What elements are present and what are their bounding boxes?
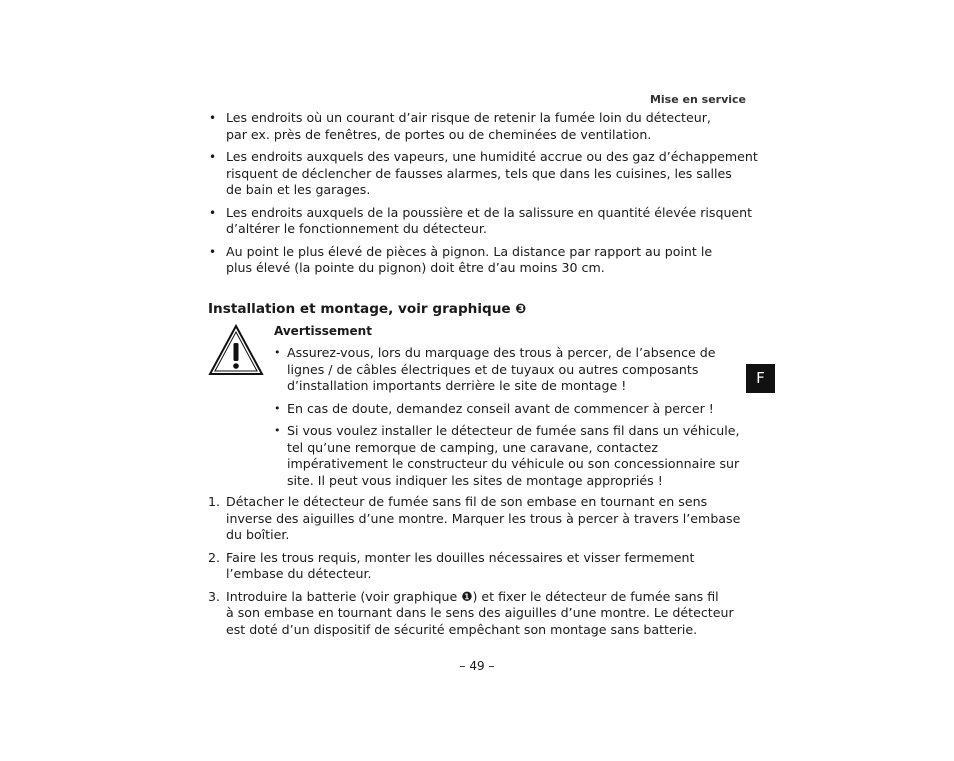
line: d’altérer le fonctionnement du détecteur. — [226, 221, 487, 236]
line: Les endroits auxquels des vapeurs, une humidité accrue ou des gaz d’échappement — [226, 149, 758, 164]
running-header: Mise en service — [649, 93, 746, 106]
line: Faire les trous requis, monter les douilles nécessaires et visser fermement — [226, 549, 695, 565]
line: lignes / de câbles électriques et de tuyaux ou autres composants — [287, 361, 699, 377]
line: Les endroits où un courant d’air risque de retenir la fumée loin du détecteur, — [226, 110, 711, 125]
list-item — [208, 149, 758, 199]
list-item — [208, 205, 758, 238]
list-item — [208, 494, 758, 544]
installation-steps — [208, 494, 758, 644]
location-bullet-list — [208, 110, 758, 283]
warning-list — [274, 345, 754, 495]
list-item — [208, 110, 758, 143]
list-item — [208, 244, 758, 277]
list-item — [274, 401, 754, 418]
list-item — [208, 550, 758, 583]
step-number: 1. — [208, 494, 221, 509]
bullet-marker: • — [209, 150, 217, 164]
line: inverse des aiguilles d’une montre. Marquer les trous à percer à travers l’embase — [226, 510, 741, 526]
bullet-marker: • — [274, 401, 281, 415]
bullet-marker: • — [274, 424, 281, 437]
line: Introduire la batterie (voir graphique ❶) et fixer le détecteur de fumée sans fil — [226, 588, 719, 604]
line: est doté d’un dispositif de sécurité empêchant son montage sans batterie. — [226, 621, 698, 637]
bullet-marker: • — [274, 346, 281, 359]
section-title-text: Installation et montage, voir graphique — [208, 301, 511, 317]
language-tab: F — [746, 364, 775, 393]
list-item — [208, 589, 758, 639]
step-number: 2. — [208, 549, 221, 565]
list-item — [274, 423, 754, 489]
line: par ex. près de fenêtres, de portes ou de cheminées de ventilation. — [226, 126, 652, 142]
line: de bain et les garages. — [226, 182, 371, 197]
line: tel qu’une remorque de camping, une caravane, contactez — [287, 439, 658, 455]
list-item — [274, 345, 754, 395]
warning-triangle-icon — [208, 324, 264, 376]
line: site. Il peut vous indiquer les sites de montage appropriés ! — [287, 472, 663, 488]
graphic-reference: ❸ — [515, 302, 527, 317]
line: impérativement le constructeur du véhicule ou son concessionnaire sur — [287, 456, 740, 471]
section-heading — [208, 301, 526, 317]
line: En cas de doute, demandez conseil avant de commencer à percer ! — [287, 400, 714, 416]
line: à son embase en tournant dans le sens des aiguilles d’une montre. Le détecteur — [226, 605, 734, 620]
bullet-marker: • — [209, 111, 217, 125]
bullet-marker: • — [209, 244, 217, 259]
line: Détacher le détecteur de fumée sans fil de son embase en tournant en sens — [226, 494, 708, 509]
line: du boîtier. — [226, 527, 290, 542]
line: Les endroits auxquels de la poussière et de la salissure en quantité élevée risquent — [226, 204, 753, 220]
line: Si vous voulez installer le détecteur de fumée sans fil dans un véhicule, — [287, 423, 740, 438]
line: risquent de déclencher de fausses alarmes, tels que dans les cuisines, les salles — [226, 165, 732, 181]
bullet-marker: • — [209, 205, 217, 220]
line: Au point le plus élevé de pièces à pignon. La distance par rapport au point le — [226, 243, 713, 259]
line: l’embase du détecteur. — [226, 566, 372, 581]
step-number: 3. — [208, 588, 221, 604]
line: d’installation importants derrière le site de montage ! — [287, 378, 627, 393]
warning-title: Avertissement — [274, 324, 372, 338]
line: plus élevé (la pointe du pignon) doit être d’au moins 30 cm. — [226, 260, 605, 275]
page-number: – 49 – — [459, 659, 495, 673]
line: Assurez-vous, lors du marquage des trous à percer, de l’absence de — [287, 345, 716, 360]
